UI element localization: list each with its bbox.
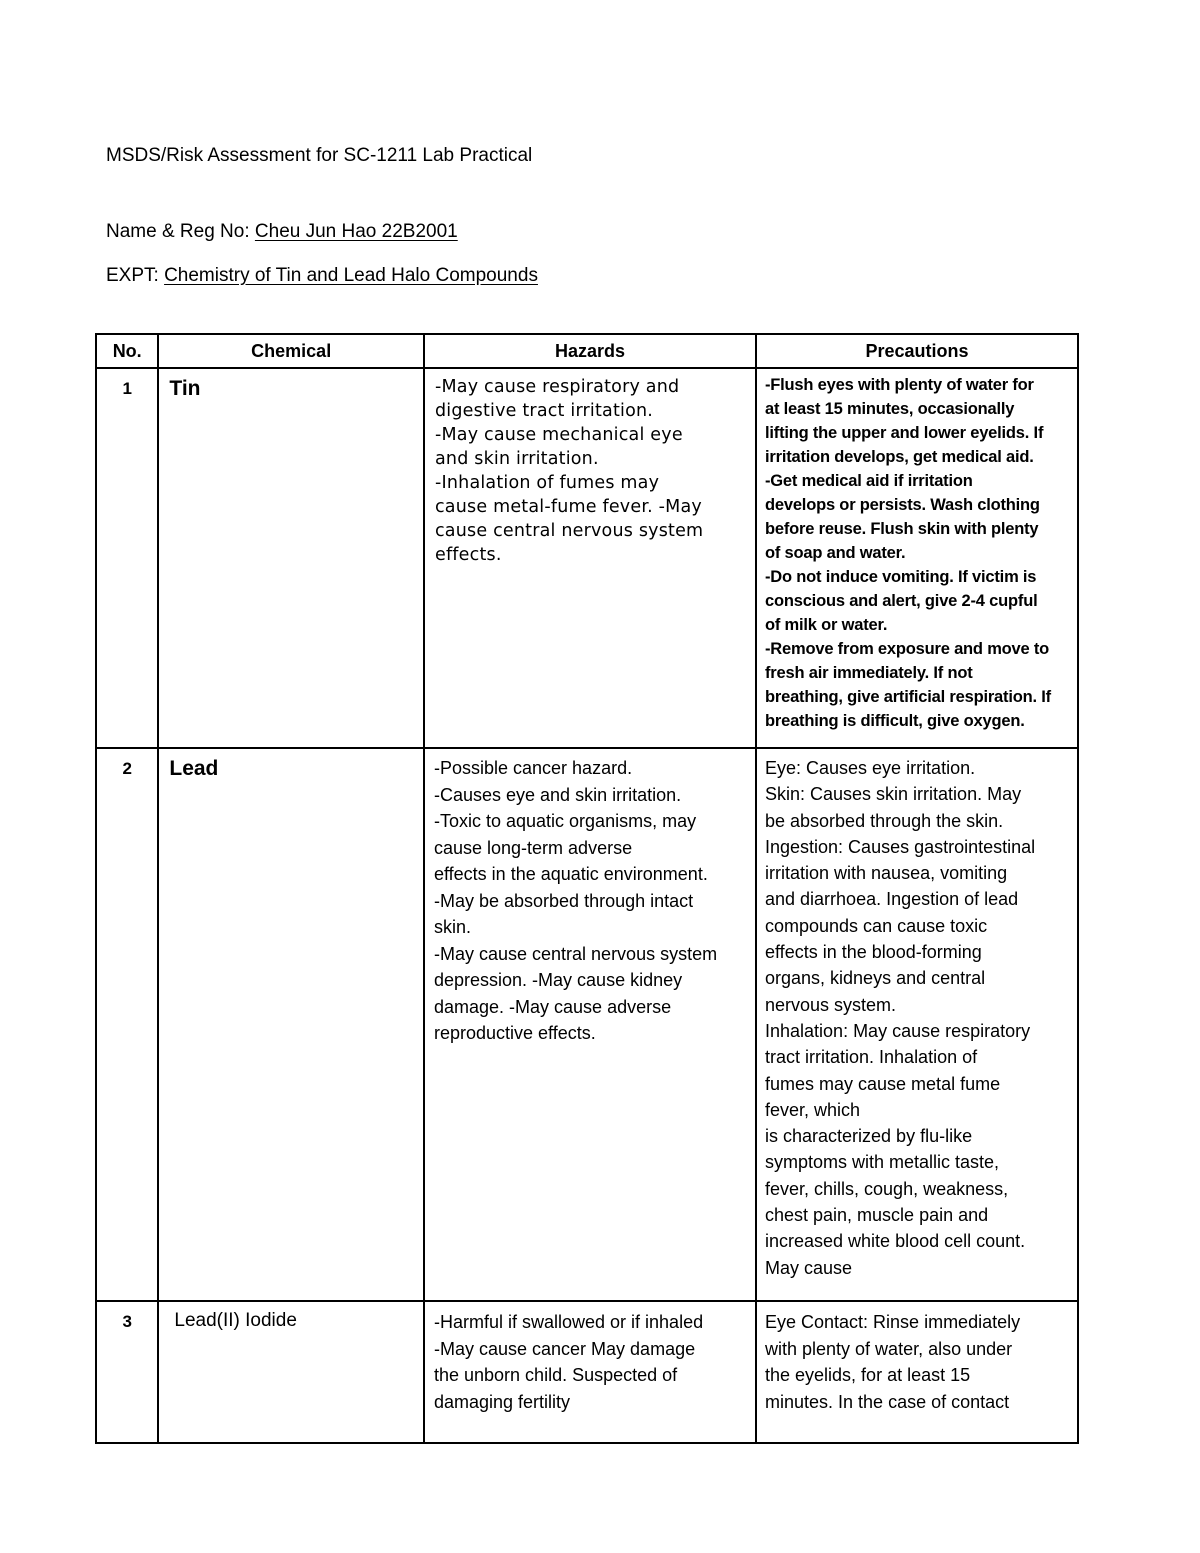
text-line: effects in the blood-forming	[765, 942, 982, 963]
text-line: -Inhalation of fumes may	[434, 473, 660, 493]
text-line: -Do not induce vomiting. If victim is	[765, 568, 1037, 586]
text-line: conscious and alert, give 2-4 cupful	[765, 592, 1038, 610]
text-line: Inhalation: May cause respiratory	[765, 1020, 1031, 1041]
text-line: effects in the aquatic environment.	[433, 864, 708, 884]
text-line: depression. -May cause kidney	[433, 970, 683, 990]
precautions-cell	[756, 368, 1078, 748]
document-title: MSDS/Risk Assessment for SC-1211 Lab Practical	[106, 145, 533, 166]
expt-value: Chemistry of Tin and Lead Halo Compounds	[164, 265, 538, 286]
precautions-cell	[756, 748, 1078, 1301]
text-line: cause central nervous system	[434, 521, 704, 541]
text-line: the unborn child. Suspected of	[433, 1365, 678, 1385]
text-line: breathing is difficult, give oxygen.	[765, 712, 1025, 730]
hazards-cell	[424, 1301, 756, 1443]
text-line: damaging fertility	[433, 1391, 571, 1412]
row-number: 2	[96, 748, 158, 1301]
name-label: Name & Reg No:	[106, 221, 255, 242]
text-line: of milk or water.	[765, 616, 888, 634]
header-no: No.	[96, 334, 158, 368]
name-reg-line	[106, 221, 458, 243]
precautions-cell	[756, 1301, 1078, 1443]
precautions-text	[757, 1302, 1077, 1415]
header-precautions: Precautions	[756, 334, 1078, 368]
text-line: -May cause mechanical eye	[434, 425, 683, 445]
text-line: symptoms with metallic taste,	[765, 1152, 1000, 1173]
hazards-cell	[424, 748, 756, 1301]
text-line: nervous system.	[765, 994, 897, 1015]
text-line: fresh air immediately. If not	[765, 664, 973, 682]
text-line: irritation with nausea, vomiting	[765, 863, 1008, 884]
text-line: and diarrhoea. Ingestion of lead	[765, 889, 1019, 910]
hazards-text	[425, 749, 755, 1047]
text-line: Ingestion: Causes gastrointestinal	[765, 836, 1036, 857]
text-line: reproductive effects.	[433, 1023, 596, 1043]
text-line: effects.	[434, 545, 502, 565]
row-number: 3	[96, 1301, 158, 1443]
text-line: -Get medical aid if irritation	[765, 472, 973, 490]
table-header-row	[96, 334, 1078, 368]
text-line: damage. -May cause adverse	[433, 996, 672, 1017]
hazards-cell	[424, 368, 756, 748]
chemical-name: Tin	[158, 368, 424, 748]
precautions-text	[757, 749, 1077, 1281]
text-line: organs, kidneys and central	[765, 968, 986, 989]
text-line: -Flush eyes with plenty of water for	[765, 376, 1034, 394]
text-line: increased white blood cell count.	[765, 1231, 1026, 1252]
text-line: lifting the upper and lower eyelids. If	[765, 424, 1044, 442]
text-line: fumes may cause metal fume	[765, 1073, 1001, 1094]
name-value: Cheu Jun Hao 22B2001	[254, 221, 458, 242]
text-line: Eye Contact: Rinse immediately	[765, 1312, 1021, 1332]
text-line: of soap and water.	[765, 544, 906, 562]
row-number: 1	[96, 368, 158, 748]
text-line: Skin: Causes skin irritation. May	[765, 784, 1022, 805]
precautions-text	[757, 369, 1077, 733]
text-line: skin.	[433, 917, 471, 937]
text-line: May cause	[765, 1257, 853, 1278]
text-line: -May cause central nervous system	[433, 943, 718, 964]
hazards-text	[425, 1302, 755, 1415]
text-line: before reuse. Flush skin with plenty	[765, 520, 1039, 538]
text-line: -May cause cancer May damage	[433, 1338, 696, 1359]
text-line: Eye: Causes eye irritation.	[765, 758, 976, 778]
table-row	[96, 1301, 1078, 1443]
text-line: and skin irritation.	[434, 449, 599, 469]
text-line: -Toxic to aquatic organisms, may	[433, 811, 697, 831]
table-row	[96, 368, 1078, 748]
text-line: cause metal-fume fever. -May	[434, 497, 702, 517]
text-line: digestive tract irritation.	[434, 401, 654, 421]
text-line: minutes. In the case of contact	[765, 1391, 1010, 1412]
text-line: -Harmful if swallowed or if inhaled	[433, 1312, 704, 1332]
text-line: with plenty of water, also under	[765, 1338, 1013, 1359]
text-line: irritation develops, get medical aid.	[765, 448, 1034, 466]
text-line: -Possible cancer hazard.	[433, 758, 633, 778]
text-line: -May be absorbed through intact	[433, 890, 694, 911]
text-line: -Causes eye and skin irritation.	[433, 784, 682, 805]
msds-table	[95, 333, 1079, 1444]
text-line: be absorbed through the skin.	[765, 810, 1004, 831]
hazards-text	[425, 369, 755, 567]
text-line: cause long-term adverse	[433, 837, 633, 858]
table-row	[96, 748, 1078, 1301]
header-hazards: Hazards	[424, 334, 756, 368]
text-line: -May cause respiratory and	[434, 377, 680, 397]
text-line: chest pain, muscle pain and	[765, 1205, 989, 1226]
chemical-name: Lead(II) Iodide	[158, 1301, 424, 1443]
text-line: breathing, give artificial respiration. If	[765, 688, 1051, 706]
header-chemical: Chemical	[158, 334, 424, 368]
text-line: compounds can cause toxic	[765, 915, 988, 936]
text-line: at least 15 minutes, occasionally	[765, 400, 1015, 418]
text-line: the eyelids, for at least 15	[765, 1365, 971, 1385]
text-line: tract irritation. Inhalation of	[765, 1047, 978, 1068]
experiment-line	[106, 265, 538, 287]
expt-label: EXPT:	[106, 265, 165, 286]
text-line: -Remove from exposure and move to	[765, 640, 1050, 658]
text-line: develops or persists. Wash clothing	[765, 496, 1040, 514]
text-line: fever, chills, cough, weakness,	[765, 1178, 1009, 1199]
text-line: is characterized by flu-like	[765, 1126, 973, 1147]
chemical-name: Lead	[158, 748, 424, 1301]
text-line: fever, which	[765, 1099, 861, 1120]
